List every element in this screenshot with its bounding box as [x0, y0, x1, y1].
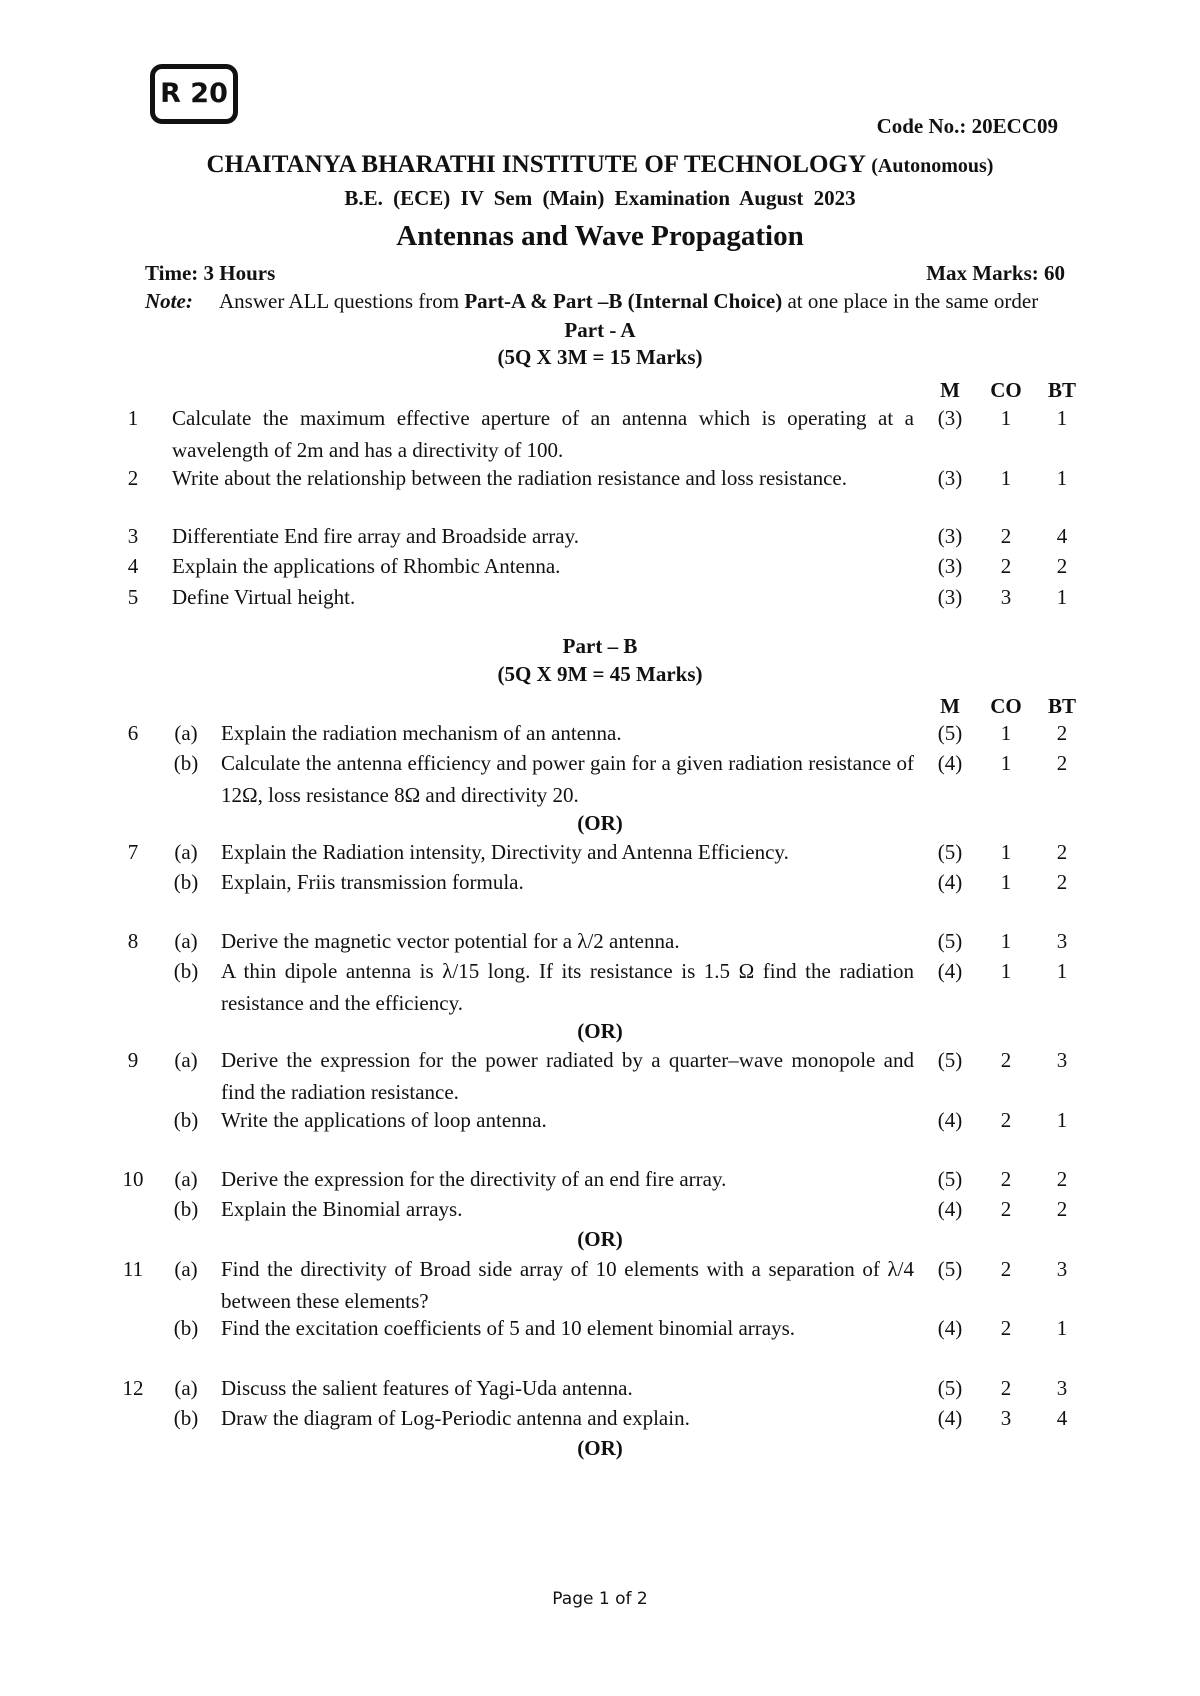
- r20-badge: R 20: [150, 64, 238, 124]
- col-co: CO: [990, 378, 1022, 402]
- question-text: Write the applications of loop antenna.: [221, 1108, 547, 1132]
- question-number: 2: [127, 466, 139, 490]
- bt-value: 2: [1056, 870, 1068, 894]
- co-value: 1: [1000, 751, 1012, 775]
- bt-value: 3: [1056, 929, 1068, 953]
- marks-value: (4): [937, 959, 963, 983]
- bt-value: 3: [1056, 1048, 1068, 1072]
- sub-question-label: (b): [173, 751, 199, 775]
- bt-value: 1: [1056, 406, 1068, 430]
- sub-question-label: (a): [174, 1376, 198, 1400]
- bt-value: 2: [1056, 1167, 1068, 1191]
- co-value: 2: [1000, 524, 1012, 548]
- question-text: Derive the magnetic vector potential for a λ/2 antenna.: [221, 929, 680, 953]
- marks-value: (4): [937, 1316, 963, 1340]
- max-marks-label: Max Marks: 60: [926, 261, 1065, 285]
- question-number: 10: [122, 1167, 144, 1191]
- question-text: Explain the Radiation intensity, Directivity and Antenna Efficiency.: [221, 840, 789, 864]
- co-value: 1: [1000, 840, 1012, 864]
- marks-value: (5): [937, 1048, 963, 1072]
- question-text: Write about the relationship between the radiation resistance and loss resistance.: [172, 466, 848, 490]
- question-text: Draw the diagram of Log-Periodic antenna and explain.: [221, 1406, 690, 1430]
- or-separator: (OR): [577, 811, 623, 835]
- marks-value: (3): [937, 524, 963, 548]
- bt-value: 2: [1056, 751, 1068, 775]
- autonomous-label: (Autonomous): [871, 155, 994, 177]
- institute-name: [0, 146, 1200, 184]
- co-value: 3: [1000, 585, 1012, 609]
- question-number: 7: [127, 840, 139, 864]
- sub-question-label: (b): [173, 959, 199, 983]
- question-text: Calculate the antenna efficiency and power gain for a given radiation resistance of 12Ω, loss resistance 8Ω and directivity 20.: [221, 751, 914, 807]
- page-number: Page 1 of 2: [552, 1589, 648, 1609]
- bt-value: 4: [1056, 524, 1068, 548]
- co-value: 2: [1000, 1167, 1012, 1191]
- question-text: A thin dipole antenna is λ/15 long. If its resistance is 1.5 Ω find the radiation resistance and the efficiency.: [221, 959, 914, 1015]
- or-separator: (OR): [577, 1436, 623, 1460]
- co-value: 2: [1000, 554, 1012, 578]
- co-value: 1: [1000, 929, 1012, 953]
- question-number: 5: [127, 585, 139, 609]
- question-text: Find the excitation coefficients of 5 and 10 element binomial arrays.: [221, 1316, 796, 1340]
- marks-value: (4): [937, 1406, 963, 1430]
- question-number: 1: [127, 406, 139, 430]
- marks-value: (4): [937, 870, 963, 894]
- bt-value: 4: [1056, 1406, 1068, 1430]
- sub-question-label: (b): [173, 1316, 199, 1340]
- co-value: 2: [1000, 1048, 1012, 1072]
- question-text: Explain, Friis transmission formula.: [221, 870, 524, 894]
- exam-title: B.E. (ECE) IV Sem (Main) Examination August 2023: [344, 186, 856, 210]
- marks-value: (5): [937, 721, 963, 745]
- col-bt: BT: [1047, 694, 1076, 718]
- co-value: 1: [1000, 870, 1012, 894]
- question-number: 8: [127, 929, 139, 953]
- subject-title: Antennas and Wave Propagation: [396, 220, 804, 252]
- co-value: 1: [1000, 959, 1012, 983]
- sub-question-label: (b): [173, 1406, 199, 1430]
- marks-value: (3): [937, 406, 963, 430]
- question-number: 4: [127, 554, 139, 578]
- col-m: M: [940, 694, 960, 718]
- sub-question-label: (a): [174, 1048, 198, 1072]
- code-number: Code No.: 20ECC09: [876, 114, 1058, 138]
- question-text: Derive the expression for the power radiated by a quarter–wave monopole and find the radiation resistance.: [221, 1048, 914, 1104]
- marks-value: (4): [937, 1108, 963, 1132]
- question-number: 9: [127, 1048, 139, 1072]
- or-separator: (OR): [577, 1019, 623, 1043]
- bt-value: 1: [1056, 466, 1068, 490]
- bt-value: 2: [1056, 554, 1068, 578]
- co-value: 2: [1000, 1316, 1012, 1340]
- marks-value: (3): [937, 466, 963, 490]
- sub-question-label: (a): [174, 929, 198, 953]
- marks-value: (5): [937, 840, 963, 864]
- sub-question-label: (a): [174, 1167, 198, 1191]
- sub-question-label: (a): [174, 1257, 198, 1281]
- question-number: 12: [122, 1376, 144, 1400]
- bt-value: 1: [1056, 1108, 1068, 1132]
- question-text: Calculate the maximum effective aperture of an antenna which is operating at a wavelength of 2m and has a directivity of 100.: [172, 406, 914, 462]
- institute-title: CHAITANYA BHARATHI INSTITUTE OF TECHNOLOGY: [206, 151, 865, 178]
- marks-value: (5): [937, 1376, 963, 1400]
- question-text: Find the directivity of Broad side array of 10 elements with a separation of λ/4 between these elements?: [221, 1257, 914, 1313]
- time-label: Time: 3 Hours: [145, 261, 276, 285]
- co-value: 2: [1000, 1197, 1012, 1221]
- sub-question-label: (a): [174, 840, 198, 864]
- part-a-title: Part - A: [564, 318, 636, 342]
- marks-value: (4): [937, 751, 963, 775]
- note-text: Answer ALL questions from Part-A & Part –B (Internal Choice) at one place in the same order: [219, 289, 1039, 313]
- sub-question-label: (b): [173, 1108, 199, 1132]
- marks-value: (3): [937, 554, 963, 578]
- question-number: 6: [127, 721, 139, 745]
- marks-value: (5): [937, 1257, 963, 1281]
- marks-value: (4): [937, 1197, 963, 1221]
- part-b-title: Part – B: [562, 634, 638, 658]
- sub-question-label: (b): [173, 870, 199, 894]
- marks-value: (5): [937, 929, 963, 953]
- col-m: M: [940, 378, 960, 402]
- question-text: Discuss the salient features of Yagi-Uda antenna.: [221, 1376, 633, 1400]
- question-text: Explain the Binomial arrays.: [221, 1197, 463, 1221]
- sub-question-label: (b): [173, 1197, 199, 1221]
- col-bt: BT: [1047, 378, 1076, 402]
- bt-value: 1: [1056, 959, 1068, 983]
- co-value: 1: [1000, 721, 1012, 745]
- or-separator: (OR): [577, 1227, 623, 1251]
- bt-value: 2: [1056, 1197, 1068, 1221]
- sub-question-label: (a): [174, 721, 198, 745]
- question-number: 3: [127, 524, 139, 548]
- question-number: 11: [122, 1257, 144, 1281]
- marks-value: (5): [937, 1167, 963, 1191]
- marks-value: (3): [937, 585, 963, 609]
- bt-value: 3: [1056, 1376, 1068, 1400]
- note-label: Note:: [145, 289, 193, 313]
- co-value: 2: [1000, 1257, 1012, 1281]
- part-b-marks: (5Q X 9M = 45 Marks): [497, 662, 703, 686]
- co-value: 1: [1000, 466, 1012, 490]
- question-text: Explain the radiation mechanism of an antenna.: [221, 721, 622, 745]
- bt-value: 2: [1056, 840, 1068, 864]
- bt-value: 1: [1056, 1316, 1068, 1340]
- question-text: Explain the applications of Rhombic Antenna.: [172, 554, 561, 578]
- col-co: CO: [990, 694, 1022, 718]
- question-text: Derive the expression for the directivity of an end fire array.: [221, 1167, 727, 1191]
- bt-value: 3: [1056, 1257, 1068, 1281]
- co-value: 3: [1000, 1406, 1012, 1430]
- question-text: Define Virtual height.: [172, 585, 356, 609]
- question-text: Differentiate End fire array and Broadside array.: [172, 524, 579, 548]
- co-value: 2: [1000, 1376, 1012, 1400]
- co-value: 2: [1000, 1108, 1012, 1132]
- co-value: 1: [1000, 406, 1012, 430]
- part-a-marks: (5Q X 3M = 15 Marks): [497, 345, 703, 369]
- bt-value: 2: [1056, 721, 1068, 745]
- bt-value: 1: [1056, 585, 1068, 609]
